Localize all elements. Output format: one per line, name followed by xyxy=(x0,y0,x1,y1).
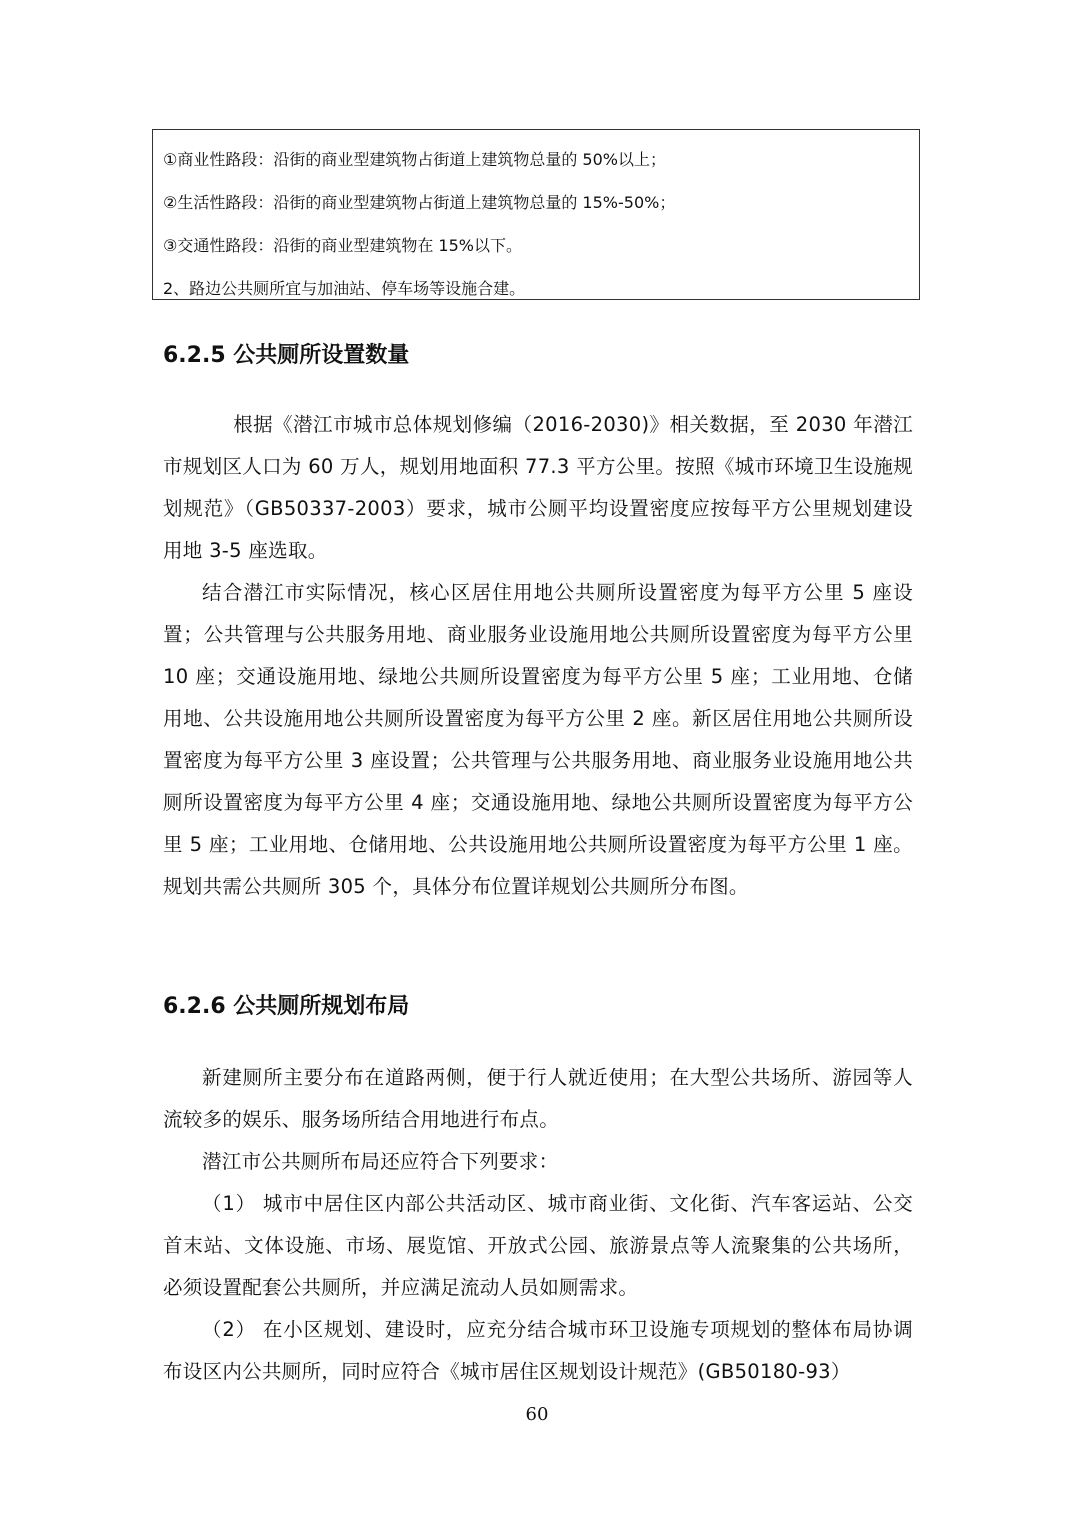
list-item-requirement-2: （2） 在小区规划、建设时，应充分结合城市环卫设施专项规划的整体布局协调布设区内公共厕所，同时应符合《城市居住区规划设计规范》(GB50180-93） xyxy=(163,1318,913,1383)
section-heading-6-2-6: 6.2.6 公共厕所规划布局 xyxy=(163,994,410,1019)
paragraph-density-standards: 结合潜江市实际情况，核心区居住用地公共厕所设置密度为每平方公里 5 座设置；公共管理与公共服务用地、商业服务业设施用地公共厕所设置密度为每平方公里 10 座；交通设施用地、绿地公共厕所设置密度为每平方公里 5 座；工业用地、仓储用地、公共设施用地公共厕所设置密度为每平方公里 2 座。新区居住用地公共厕所设置密度为每平方公里 3 座设置；公共管理与公共服务用地、商业服务业设施用地公共厕所设置密度为每平方公里 4 座；交通设施用地、绿地公共厕所设置密度为每平方公里 5 座；工业用地、仓储用地、公共设施用地公共厕所设置密度为每平方公里 1 座。规划共需公共厕所 305 个，具体分布位置详规划公共厕所分布图。 xyxy=(163,581,913,898)
list-item-requirement-1: （1） 城市中居住区内部公共活动区、城市商业街、文化街、汽车客运站、公交首末站、文体设施、市场、展览馆、开放式公园、旅游景点等人流聚集的公共场所，必须设置配套公共厕所，并应满足流动人员如厕需求。 xyxy=(163,1192,913,1299)
paragraph-population-basis: 根据《潜江市城市总体规划修编（2016-2030)》相关数据，至 2030 年潜江市规划区人口为 60 万人，规划用地面积 77.3 平方公里。按照《城市环境卫生设施规划规范》（GB50337-2003）要求，城市公厕平均设置密度应按每平方公里规划建设用地 3-5 座选取。 xyxy=(163,413,913,562)
note-line-roadside: 2、路边公共厕所宜与加油站、停车场等设施合建。 xyxy=(163,279,526,298)
note-line-residential: ②生活性路段：沿街的商业型建筑物占街道上建筑物总量的 15%-50%； xyxy=(163,193,676,212)
paragraph-layout-requirements-intro: 潜江市公共厕所布局还应符合下列要求： xyxy=(202,1150,559,1173)
paragraph-layout-principle: 新建厕所主要分布在道路两侧，便于行人就近使用；在大型公共场所、游园等人流较多的娱乐、服务场所结合用地进行布点。 xyxy=(163,1066,913,1131)
note-box xyxy=(152,129,920,300)
section-body-6-2-6 xyxy=(163,1057,913,1393)
section-body-6-2-5 xyxy=(163,404,913,908)
note-line-traffic: ③交通性路段：沿街的商业型建筑物在 15%以下。 xyxy=(163,236,522,255)
page-number: 60 xyxy=(525,1404,549,1425)
section-heading-6-2-5: 6.2.5 公共厕所设置数量 xyxy=(163,343,410,368)
note-line-commercial: ①商业性路段：沿街的商业型建筑物占街道上建筑物总量的 50%以上； xyxy=(163,150,666,169)
